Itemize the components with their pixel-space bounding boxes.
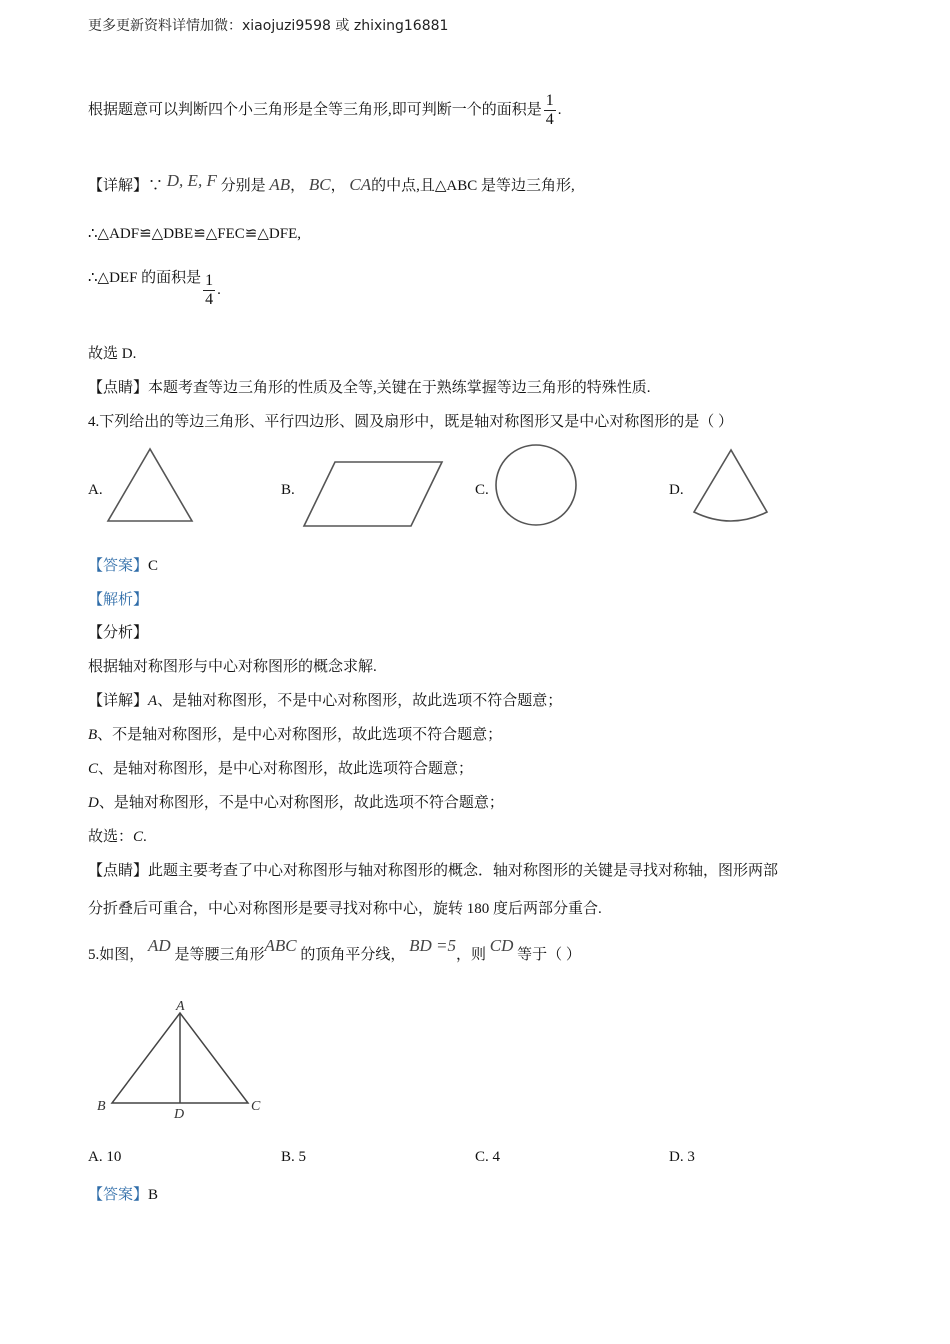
math-bc: BC <box>308 175 331 194</box>
frac-den: 4 <box>205 291 214 308</box>
q4-option-d-label: D. <box>669 482 684 498</box>
analysis-label: 【解析】 <box>88 592 149 608</box>
q4-comment-line2: 分折叠后可重合，中心对称图形是要寻找对称中心，旋转 180 度后两部分重合. <box>88 901 602 917</box>
answer-label: 【答案】 <box>88 1187 149 1203</box>
math-abc: ABC <box>264 936 297 955</box>
choice-letter: C <box>133 829 144 845</box>
q5-s4: ，则 <box>455 947 486 963</box>
q5-s1: 5.如图， <box>88 947 145 963</box>
q5-option-a: A. 10 <box>88 1149 122 1165</box>
area-text: ∴△DEF 的面积是 <box>88 269 202 286</box>
point-label-d: D <box>174 1107 185 1122</box>
letter: C <box>88 761 99 777</box>
q5-s5: 等于（ ） <box>517 947 581 963</box>
because-symbol: ∵ <box>148 178 164 194</box>
q5-s2: 是等腰三角形 <box>174 947 265 963</box>
period: . <box>557 101 562 118</box>
math-def: D, E, F <box>166 171 217 190</box>
detail-text: 、不是轴对称图形，是中心对称图形，故此选项不符合题意； <box>97 727 503 743</box>
math-cd: CD <box>489 936 514 955</box>
congruent-statement: ∴△ADF≌△DBE≌△FEC≌△DFE, <box>88 226 301 242</box>
detail-text: 、是轴对称图形，不是中心对称图形，故此选项不符合题意； <box>157 693 563 709</box>
detail-text: 、是轴对称图形，是中心对称图形，故此选项符合题意； <box>98 761 474 777</box>
page-header: 更多更新资料详情加微：xiaojuzi9598 或 zhixing16881 <box>88 18 449 34</box>
vertex-label-a: A <box>176 999 185 1014</box>
q5-option-b: B. 5 <box>281 1149 307 1165</box>
math-ca: CA <box>349 175 372 194</box>
choice-pre: 故选： <box>88 829 134 845</box>
detail-label: 【详解】 <box>88 178 149 194</box>
comma: ， <box>290 178 306 194</box>
vertex-label-c: C <box>251 1099 261 1114</box>
q4-option-c-label: C. <box>475 482 489 498</box>
period: . <box>217 281 221 298</box>
math-ab: AB <box>269 175 291 194</box>
q4-option-b-label: B. <box>281 482 295 498</box>
q5-s3: 的顶角平分线， <box>300 947 406 963</box>
letter: A <box>148 693 158 709</box>
q4-comment-line1: 【点睛】此题主要考查了中心对称图形与轴对称图形的概念．轴对称图形的关键是寻找对称轴，图形两部 <box>88 863 779 879</box>
fenbie-text: 分别是 <box>220 178 266 194</box>
q5-option-c: C. 4 <box>475 1149 501 1165</box>
q4-stem: 4.下列给出的等边三角形、平行四边形、圆及扇形中，既是轴对称图形又是中心对称图形的是（ ） <box>88 414 734 430</box>
comma: ， <box>330 178 346 194</box>
vertex-label-b: B <box>97 1099 106 1114</box>
answer-value: B <box>148 1187 159 1203</box>
answer-label: 【答案】 <box>88 558 149 574</box>
q4-option-a-label: A. <box>88 482 103 498</box>
frac-den: 4 <box>545 111 554 128</box>
q3-comment: 【点睛】本题考查等边三角形的性质及全等,关键在于熟练掌握等边三角形的特殊性质. <box>88 380 651 396</box>
letter: B <box>88 727 98 743</box>
q3-choice: 故选 D. <box>88 346 137 362</box>
fenxi-label: 【分析】 <box>88 625 149 641</box>
detail-text: 、是轴对称图形，不是中心对称图形，故此选项不符合题意； <box>98 795 504 811</box>
detail-rest: 的中点,且△ABC 是等边三角形, <box>371 178 575 194</box>
detail-label: 【详解】 <box>88 693 149 709</box>
frac-num: 1 <box>545 92 554 109</box>
math-ad: AD <box>148 936 171 955</box>
choice-post: . <box>143 829 147 845</box>
math-bd: BD =5 <box>409 936 456 955</box>
frac-num: 1 <box>205 272 214 289</box>
q3-line1: 根据题意可以判断四个小三角形是全等三角形,即可判断一个的面积是 <box>88 101 542 118</box>
q5-option-d: D. 3 <box>669 1149 695 1165</box>
q5-answer <box>88 1183 158 1204</box>
letter: D <box>88 795 99 811</box>
answer-value: C <box>148 558 159 574</box>
fenxi-text: 根据轴对称图形与中心对称图形的概念求解. <box>88 659 377 675</box>
